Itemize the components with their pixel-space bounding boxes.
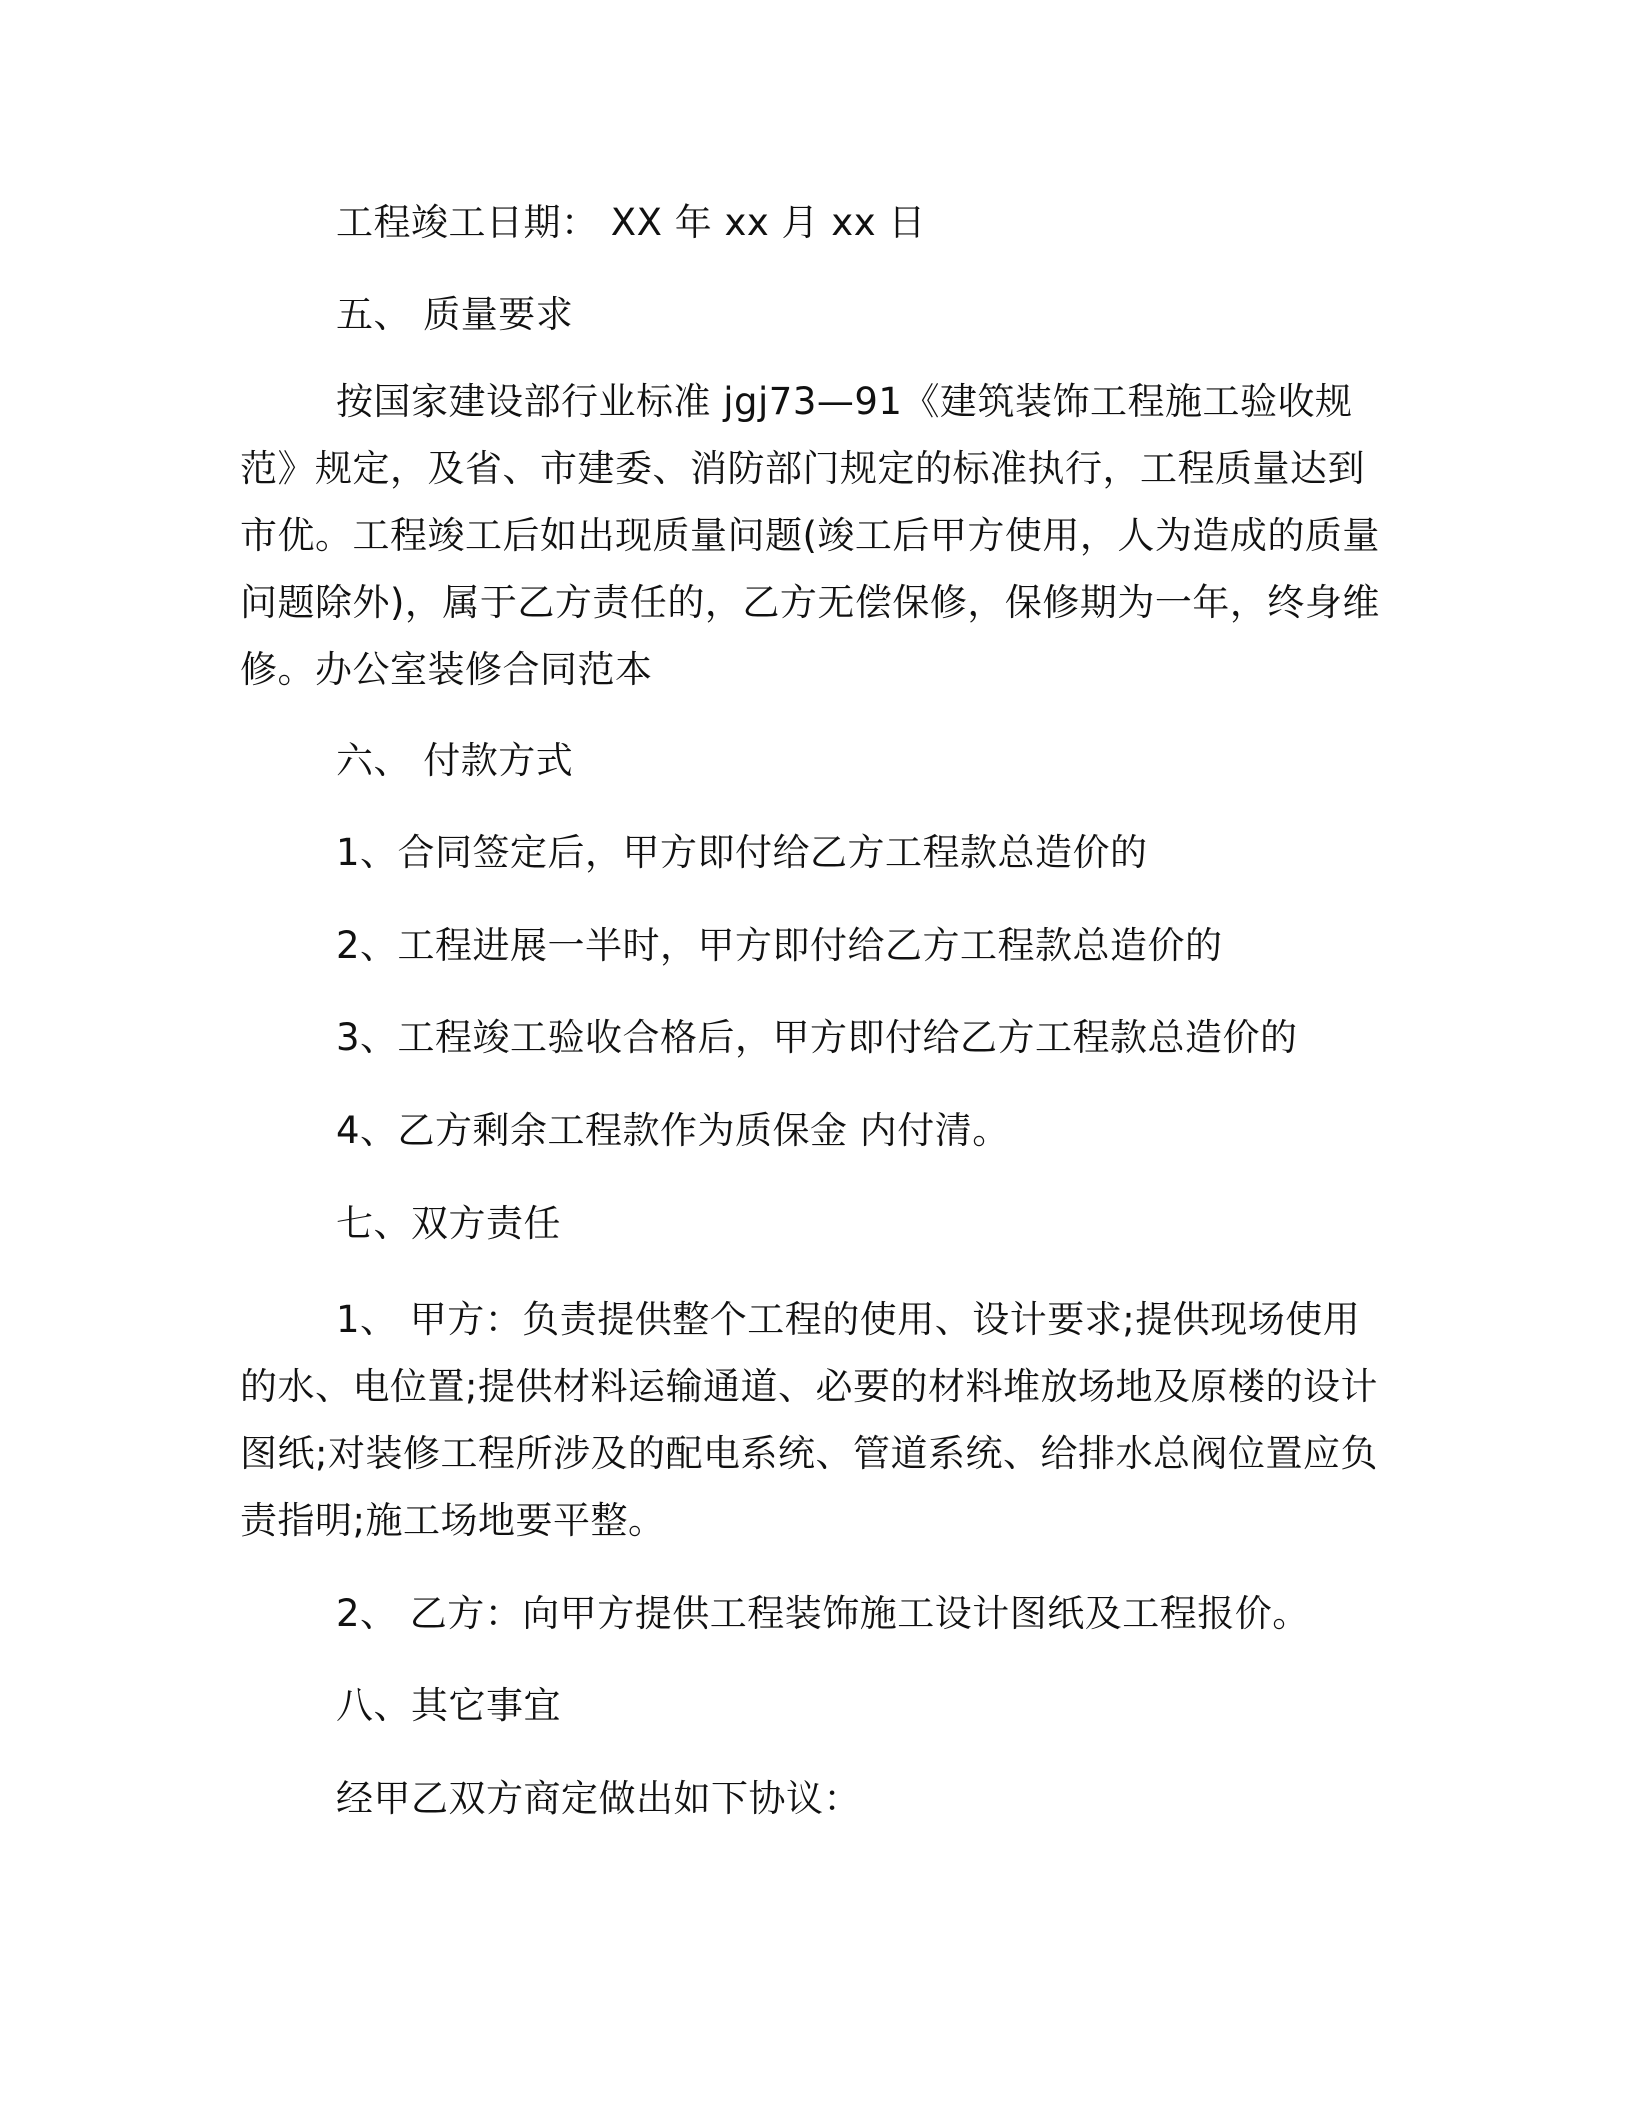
quality-requirements-paragraph: 按国家建设部行业标准 jgj73—91《建筑装饰工程施工验收规范》规定，及省、市建委、消防部门规定的标准执行，工程质量达到市优。工程竣工后如出现质量问题(竣工后甲方使用，人为造成的质量问题除外)，属于乙方责任的，乙方无偿保修，保修期为一年，终身维修。办公室装修合同范本 — [240, 380, 1380, 691]
section-heading-quality: 五、 质量要求 — [336, 293, 574, 336]
party-b-duties-line: 2、 乙方：向甲方提供工程装饰施工设计图纸及工程报价。 — [336, 1592, 1310, 1635]
payment-item-4: 4、乙方剩余工程款作为质保金 内付清。 — [336, 1109, 1010, 1152]
payment-item-1: 1、合同签定后，甲方即付给乙方工程款总造价的 — [336, 831, 1148, 874]
payment-item-3: 3、工程竣工验收合格后，甲方即付给乙方工程款总造价的 — [336, 1016, 1298, 1059]
section-heading-payment: 六、 付款方式 — [336, 739, 574, 782]
party-a-duties-paragraph: 1、 甲方：负责提供整个工程的使用、设计要求;提供现场使用的水、电位置;提供材料运输通道、必要的材料堆放场地及原楼的设计图纸;对装修工程所涉及的配电系统、管道系统、给排水总阀位置应负责指明;施工场地要平整。 — [240, 1298, 1378, 1542]
payment-item-2: 2、工程进展一半时，甲方即付给乙方工程款总造价的 — [336, 924, 1223, 967]
section-heading-other-matters: 八、其它事宜 — [336, 1684, 561, 1727]
section-heading-responsibilities: 七、双方责任 — [336, 1202, 561, 1245]
completion-date-line: 工程竣工日期： XX 年 xx 月 xx 日 — [336, 201, 926, 244]
agreement-intro-line: 经甲乙双方商定做出如下协议： — [336, 1777, 861, 1820]
